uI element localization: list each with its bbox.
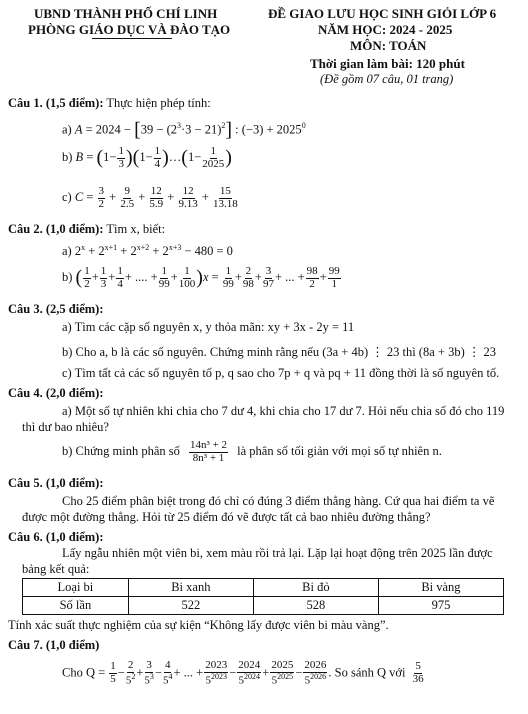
q3-b: b) Cho a, b là các số nguyên. Chứng minh rằng nếu (3a + 4b) ⋮ 23 thì (8a + 3b) ⋮ 23 bbox=[62, 345, 496, 359]
q6-text: Lấy ngẫu nhiên một viên bi, xem màu rồi trả lại. Lặp lại hoạt động trên 2025 lần được bảng kết quả: bbox=[22, 546, 493, 576]
q2-a-label: a) bbox=[62, 244, 72, 259]
q1-a: a) $A = 2024 - [39 - (2^3\cdot 3 - 21)^2]$ : $(-3) + 2025^0$ bbox=[62, 119, 306, 141]
q5-text: Cho 25 điểm phân biệt trong đó chỉ có đúng 3 điểm thẳng hàng. Cứ qua hai điểm ta vẽ được một đường thẳng. Hỏi từ 25 điểm đó vẽ được tất cả bao nhiêu đường thẳng? bbox=[22, 494, 495, 524]
table-header-row bbox=[23, 579, 504, 597]
header-right-line2: NĂM HỌC: 2024 - 2025 bbox=[318, 22, 453, 37]
q7-pre: Cho Q = bbox=[62, 665, 106, 680]
header-right-line3: MÔN: TOÁN bbox=[350, 38, 427, 53]
q4-a: a) Một số tự nhiên khi chia cho 7 dư 4, khi chia cho 17 dư 7. Hỏi nếu chia số đó cho 119 thì dư bao nhiêu? bbox=[22, 404, 505, 434]
q2-b-label: b) bbox=[62, 269, 73, 284]
q1-intro: Thực hiện phép tính: bbox=[106, 96, 211, 110]
header-left-line2: PHÒNG GIÁO DỤC VÀ ĐÀO TẠO bbox=[28, 22, 231, 37]
table-row bbox=[23, 597, 504, 615]
q4-b-post: là phân số tối giản với mọi số tự nhiên n. bbox=[237, 443, 442, 458]
q2-title: Câu 2. (1,0 điểm): bbox=[8, 222, 104, 236]
header-left-line1: UBND THÀNH PHỐ CHÍ LINH bbox=[34, 6, 218, 21]
q1-title-row bbox=[8, 96, 211, 111]
q3-c: c) Tìm tất cả các số nguyên tố p, q sao cho 7p + q và pq + 11 đồng thời là số nguyên tố. bbox=[62, 366, 500, 380]
table-cell: Loại bi bbox=[23, 579, 129, 597]
header-left-underline bbox=[92, 38, 172, 39]
q3-a: a) Tìm các cặp số nguyên x, y thỏa mãn: xy + 3x - 2y = 11 bbox=[62, 320, 355, 334]
header-right-line5: (Đề gồm 07 câu, 01 trang) bbox=[320, 72, 454, 86]
table-cell: Số lần bbox=[23, 597, 129, 615]
q6-title: Câu 6. (1,0 điểm): bbox=[8, 530, 104, 544]
q2-intro: Tìm x, biết: bbox=[106, 222, 166, 236]
q1-title: Câu 1. (1,5 điểm): bbox=[8, 96, 104, 110]
q5-title: Câu 5. (1,0 điểm): bbox=[8, 476, 104, 490]
q2-title-row bbox=[8, 222, 165, 237]
q4-title: Câu 4. (2,0 điểm): bbox=[8, 386, 104, 400]
q4-b-num: 14n³ + 2 bbox=[190, 439, 228, 451]
q1-c-label: c) bbox=[62, 189, 72, 204]
q4-b bbox=[62, 440, 442, 464]
table-cell: Bi xanh bbox=[128, 579, 253, 597]
q2-a: a) $2^x + 2^{x+1} + 2^{x+2} + 2^{x+3} - 480 = 0$ bbox=[62, 243, 233, 259]
header-right-line4: Thời gian làm bài: 120 phút bbox=[310, 56, 465, 71]
table-cell: 975 bbox=[378, 597, 503, 615]
q6-ask: Tính xác suất thực nghiệm của sự kiện “Không lấy được viên bi màu vàng”. bbox=[8, 618, 389, 632]
q4-b-pre: b) Chứng minh phân số bbox=[62, 443, 180, 458]
q7-expr: Cho Q = $\frac{1}{5}$ − $\frac{2}{5^2}$ + $\frac{3}{5^3}$ − $\frac{4}{5^4}$ + ... + $\frac{2023}{5^{2023}}$ − $\frac{2024}{5^{2024}}$ + $\frac{2025}{5^{2025}}$ − $\frac{2026}{5^{2026}}$ . So sánh Q với $\frac{5}{36}$ bbox=[62, 659, 424, 687]
q1-c: c) C = $\frac{3}{2}$ + $\frac{9}{2.5}$ + $\frac{12}{5.9}$ + $\frac{12}{9.13}$ + $\frac{15}{13.18}$ bbox=[62, 185, 238, 210]
table-cell: Bi vàng bbox=[378, 579, 503, 597]
q3-title: Câu 3. (2,5 điểm): bbox=[8, 302, 104, 316]
q1-b-label: b) bbox=[62, 149, 73, 164]
q2-b: b) ( $\frac{1}{2}$ + $\frac{1}{3}$ + $\frac{1}{4}$ + .... + $\frac{1}{99}$ + $\frac{1}{100}$ )x = $\frac{1}{99}$ + $\frac{2}{98}$ + $\frac{3}{97}$ + ... + $\frac{98}{2}$ + $\frac{99}{1}$ bbox=[62, 265, 340, 290]
q7-title: Câu 7. (1,0 điểm) bbox=[8, 638, 100, 652]
q6-table bbox=[22, 578, 504, 615]
q4-b-den: 8n³ + 1 bbox=[192, 451, 225, 464]
table-cell: 522 bbox=[128, 597, 253, 615]
q1-b: b) B = (1− $\frac{1}{3}$ )(1− $\frac{1}{4}$ )…(1− $\frac{1}{2025}$ ) bbox=[62, 145, 232, 170]
q7-post: . So sánh Q với bbox=[328, 665, 406, 680]
q1-a-label: a) bbox=[62, 122, 72, 137]
header-right-line1: ĐỀ GIAO LƯU HỌC SINH GIỎI LỚP 6 bbox=[268, 6, 497, 21]
table-cell: Bi đỏ bbox=[253, 579, 378, 597]
table-cell: 528 bbox=[253, 597, 378, 615]
